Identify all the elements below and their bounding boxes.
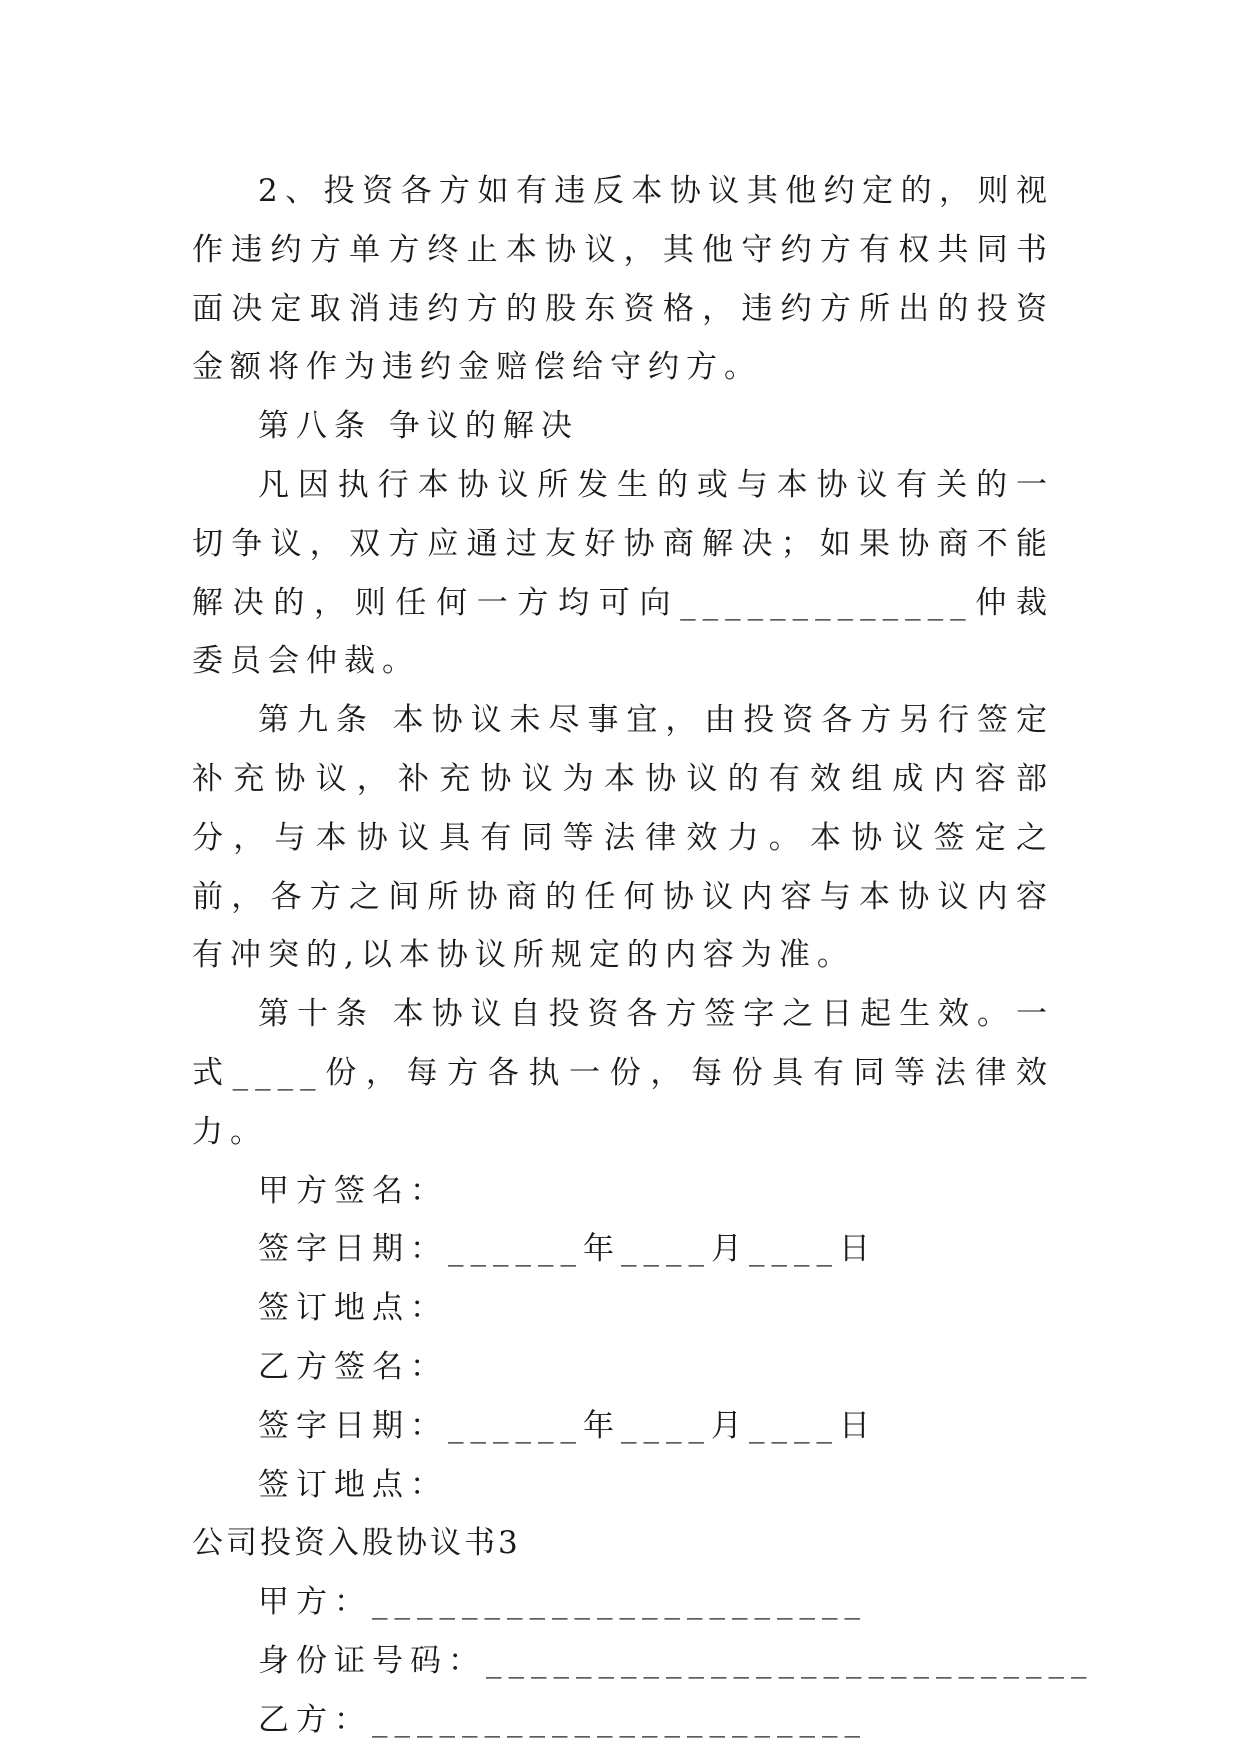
party-b-signature-line: 乙方签名： <box>258 1348 448 1385</box>
party-b-name-line: 乙方：______________________ <box>258 1701 867 1738</box>
party-a-signature-line: 甲方签名： <box>258 1172 448 1209</box>
section-title: 公司投资入股协议书3 <box>192 1525 521 1562</box>
party-a-name-line: 甲方：______________________ <box>258 1584 867 1621</box>
party-a-place-line: 签订地点： <box>258 1290 448 1327</box>
article-8-heading: 第八条 争议的解决 <box>258 408 579 445</box>
party-b-date-line: 签字日期：______年____月____日 <box>258 1407 877 1444</box>
document-body <box>192 162 1094 1750</box>
party-b-place-line: 签订地点： <box>258 1466 448 1503</box>
article-10-paragraph: 第十条 本协议自投资各方签字之日起生效。一式____份，每方各执一份，每份具有同等法律效力。 <box>192 996 1054 1150</box>
party-a-date-line: 签字日期：______年____月____日 <box>258 1231 877 1268</box>
id-number-line: 身份证号码：___________________________ <box>258 1642 1094 1679</box>
article-8-paragraph: 凡因执行本协议所发生的或与本协议有关的一切争议，双方应通过友好协商解决；如果协商不能解决的，则任何一方均可向_____________仲裁委员会仲裁。 <box>192 466 1054 680</box>
clause-2-paragraph: 2、投资各方如有违反本协议其他约定的，则视作违约方单方终止本协议，其他守约方有权共同书面决定取消违约方的股东资格，违约方所出的投资金额将作为违约金赔偿给守约方。 <box>192 173 1054 386</box>
article-9-paragraph: 第九条 本协议未尽事宜，由投资各方另行签定补充协议，补充协议为本协议的有效组成内容部分，与本协议具有同等法律效力。本协议签定之前，各方之间所协商的任何协议内容与本协议内容有冲突的,以本协议所规定的内容为准。 <box>192 702 1054 974</box>
